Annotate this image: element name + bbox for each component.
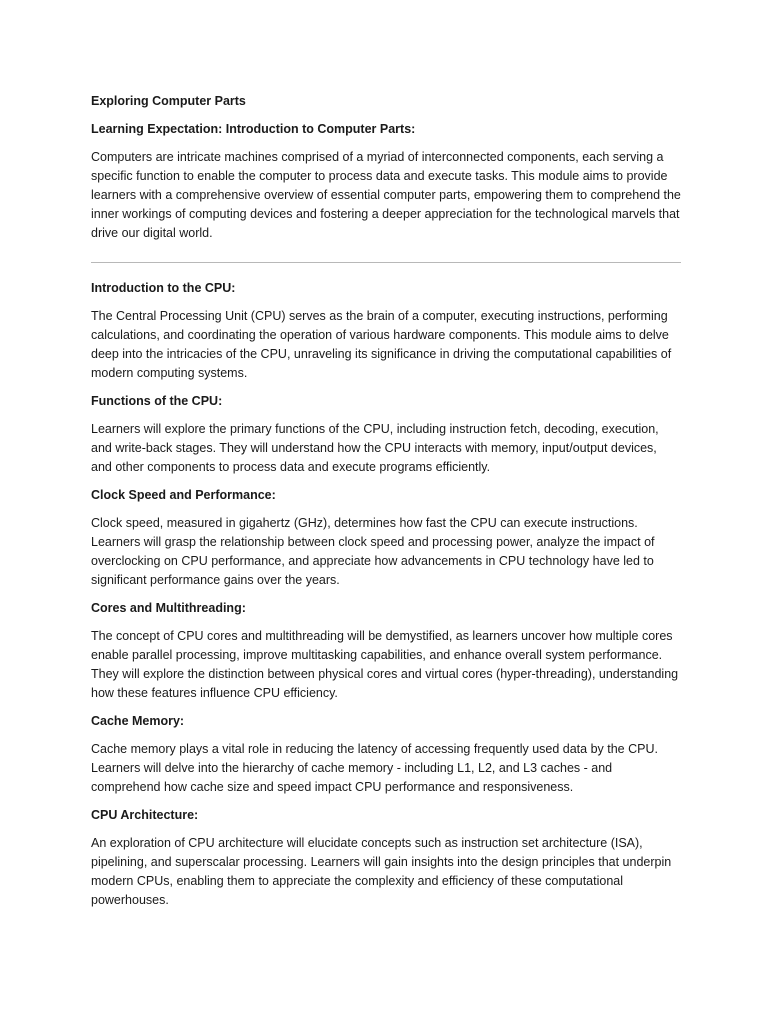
section-paragraph-architecture: An exploration of CPU architecture will elucidate concepts such as instruction set architecture (ISA), pipelining, and superscalar processing. Learners will gain insights into the design principles that underpin modern CPUs, enabling them to appreciate the complexity and efficiency of these computational powerhouses. xyxy=(91,836,672,907)
section-heading-cache: Cache Memory: xyxy=(91,714,185,728)
document-title: Exploring Computer Parts xyxy=(91,94,246,108)
section-paragraph-intro-cpu: The Central Processing Unit (CPU) serves as the brain of a computer, executing instructions, performing calculations, and coordinating the operation of various hardware components. This module aims to delve deep into the intricacies of the CPU, unraveling its significance in driving the computational capabilities of modern computing systems. xyxy=(91,309,672,380)
section-paragraph-cache: Cache memory plays a vital role in reducing the latency of accessing frequently used data by the CPU. Learners will delve into the hierarchy of cache memory - including L1, L2, and L3 caches - and comprehend how cache size and speed impact CPU performance and responsiveness. xyxy=(91,742,658,794)
horizontal-divider xyxy=(91,262,681,263)
learning-expectation-heading: Learning Expectation: Introduction to Computer Parts: xyxy=(91,122,416,136)
document-page xyxy=(91,92,681,919)
section-heading-cores: Cores and Multithreading: xyxy=(91,601,246,615)
section-paragraph-functions: Learners will explore the primary functions of the CPU, including instruction fetch, decoding, execution, and write-back stages. They will understand how the CPU interacts with memory, input/output devices, and other components to process data and execute programs efficiently. xyxy=(91,422,659,474)
section-heading-clock-speed: Clock Speed and Performance: xyxy=(91,488,276,502)
section-paragraph-clock-speed: Clock speed, measured in gigahertz (GHz), determines how fast the CPU can execute instructions. Learners will grasp the relationship between clock speed and processing power, analyze the impact of overclocking on CPU performance, and appreciate how advancements in CPU technology have led to significant performance gains over the years. xyxy=(91,516,655,587)
section-heading-functions: Functions of the CPU: xyxy=(91,394,223,408)
section-heading-architecture: CPU Architecture: xyxy=(91,808,199,822)
section-heading-intro-cpu: Introduction to the CPU: xyxy=(91,281,236,295)
section-paragraph-cores: The concept of CPU cores and multithreading will be demystified, as learners uncover how multiple cores enable parallel processing, improve multitasking capabilities, and enhance overall system performance. They will explore the distinction between physical cores and virtual cores (hyper-threading), understanding how these features influence CPU efficiency. xyxy=(91,629,679,700)
intro-paragraph: Computers are intricate machines comprised of a myriad of interconnected components, each serving a specific function to enable the computer to process data and execute tasks. This module aims to provide learners with a comprehensive overview of essential computer parts, empowering them to comprehend the inner workings of computing devices and fostering a deeper appreciation for the technological marvels that drive our digital world. xyxy=(91,150,681,240)
